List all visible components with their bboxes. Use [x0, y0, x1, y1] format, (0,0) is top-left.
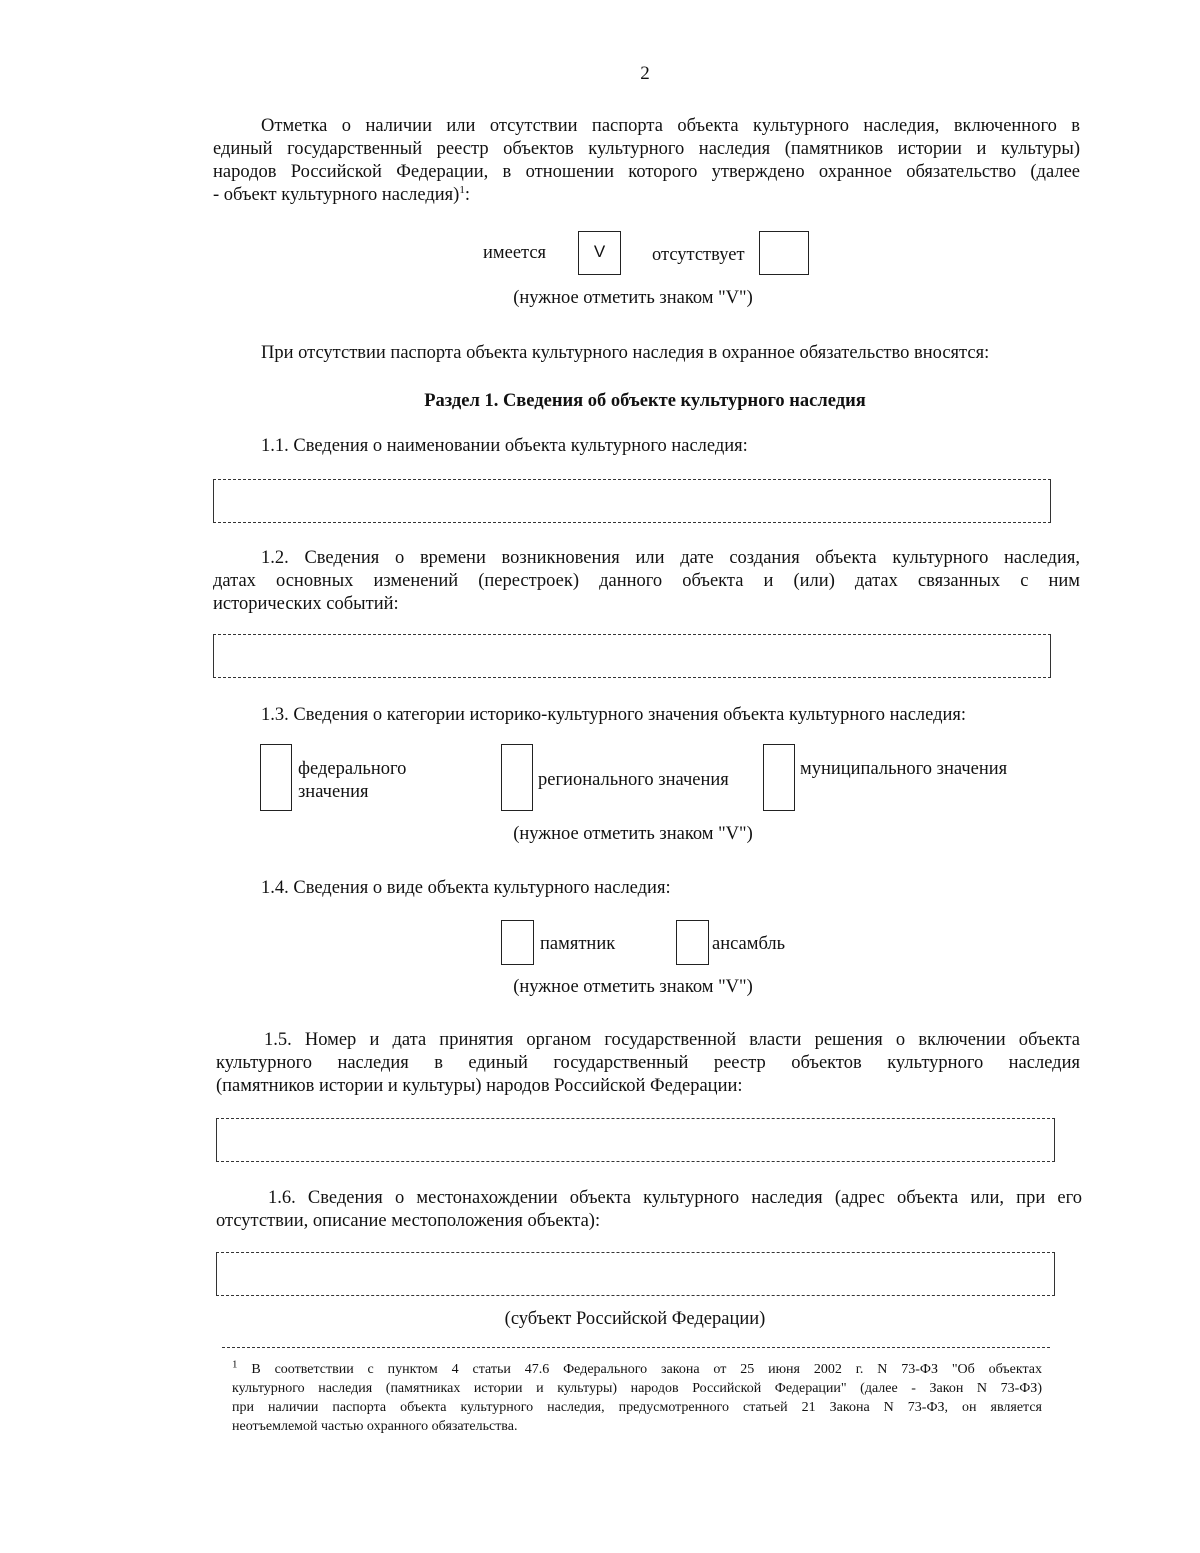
category-municipal-label: муниципального значения — [800, 759, 1008, 779]
kind-monument-checkbox[interactable] — [501, 920, 534, 965]
section-title: Раздел 1. Сведения об объекте культурного наследия — [424, 391, 866, 411]
item-1-2-field[interactable] — [213, 634, 1051, 678]
item-1-2-paragraph — [213, 547, 1080, 616]
passport-has-label: имеется — [483, 243, 547, 263]
footnote-line-2: культурного наследия (памятниках истории и культуры) народов Российской Федерации" (далее - Закон N 73-ФЗ) — [232, 1381, 1042, 1396]
item-1-6-line-2: отсутствии, описание местоположения объекта): — [216, 1211, 601, 1231]
intro-line-4: - объект культурного наследия)$^1$: — [213, 183, 470, 205]
item-1-5-field[interactable] — [216, 1118, 1055, 1162]
item-1-1-field[interactable] — [213, 479, 1051, 523]
item-1-6-line-1: 1.6. Сведения о местонахождении объекта культурного наследия (адрес объекта или, при его — [268, 1188, 1082, 1208]
item-1-2-line-3: исторических событий: — [213, 594, 399, 614]
footnote-separator — [222, 1347, 1050, 1348]
page-number: 2 — [640, 63, 650, 84]
item-1-5-line-2: культурного наследия в единый государственный реестр объектов культурного наследия — [216, 1053, 1080, 1073]
kind-monument-label: памятник — [540, 934, 616, 954]
passport-absent-checkbox[interactable] — [759, 231, 809, 275]
footnote-ref: 1 — [459, 183, 465, 196]
category-regional-label: регионального значения — [538, 770, 729, 790]
item-1-4-label: 1.4. Сведения о виде объекта культурного наследия: — [261, 878, 671, 898]
intro-line-1: Отметка о наличии или отсутствии паспорта объекта культурного наследия, включенного в — [261, 116, 1080, 136]
category-federal-checkbox[interactable] — [260, 744, 292, 811]
item-1-4-hint: (нужное отметить знаком "V") — [513, 977, 753, 997]
category-municipal-checkbox[interactable] — [763, 744, 795, 811]
intro-line-2: единый государственный реестр объектов культурного наследия (памятников истории и культуры) — [213, 139, 1080, 159]
category-regional-checkbox[interactable] — [501, 744, 533, 811]
item-1-6-field[interactable] — [216, 1252, 1055, 1296]
intro-paragraph — [213, 115, 1080, 207]
passport-hint: (нужное отметить знаком "V") — [513, 288, 753, 308]
category-federal-label: федерального значения — [298, 759, 407, 802]
item-1-5-line-1: 1.5. Номер и дата принятия органом государственной власти решения о включении объекта — [264, 1030, 1080, 1050]
passport-absent-label: отсутствует — [652, 245, 745, 265]
passport-has-checkbox[interactable]: V — [578, 231, 621, 275]
item-1-2-line-2: датах основных изменений (перестроек) данного объекта и (или) датах связанных с ним — [213, 571, 1080, 591]
footnote-line-4: неотъемлемой частью охранного обязательства. — [232, 1419, 518, 1434]
absence-note: При отсутствии паспорта объекта культурного наследия в охранное обязательство вносятся: — [261, 343, 990, 363]
kind-ensemble-checkbox[interactable] — [676, 920, 709, 965]
footnote-line-1: $^1$ В соответствии с пунктом 4 статьи 47.6 Федерального закона от 25 июня 2002 г. N 73-ФЗ "Об объектах — [232, 1358, 1042, 1377]
footnote-marker: 1 — [232, 1358, 238, 1371]
footnote-line-3: при наличии паспорта объекта культурного наследия, предусмотренного статьей 21 Закона N 73-ФЗ, он является — [232, 1400, 1042, 1415]
item-1-1-label: 1.1. Сведения о наименовании объекта культурного наследия: — [261, 436, 748, 456]
item-1-6-paragraph — [216, 1187, 1082, 1233]
item-1-3-label: 1.3. Сведения о категории историко-культурного значения объекта культурного наследия: — [261, 705, 967, 725]
item-1-6-caption: (субъект Российской Федерации) — [504, 1309, 766, 1329]
footnote — [232, 1360, 1042, 1436]
kind-ensemble-label: ансамбль — [712, 934, 786, 954]
item-1-3-hint: (нужное отметить знаком "V") — [513, 824, 753, 844]
item-1-2-line-1: 1.2. Сведения о времени возникновения или дате создания объекта культурного наследия, — [261, 548, 1080, 568]
intro-line-3: народов Российской Федерации, в отношении которого утверждено охранное обязательство (далее — [213, 162, 1080, 182]
item-1-5-line-3: (памятников истории и культуры) народов Российской Федерации: — [216, 1076, 743, 1096]
item-1-5-paragraph — [216, 1029, 1080, 1098]
